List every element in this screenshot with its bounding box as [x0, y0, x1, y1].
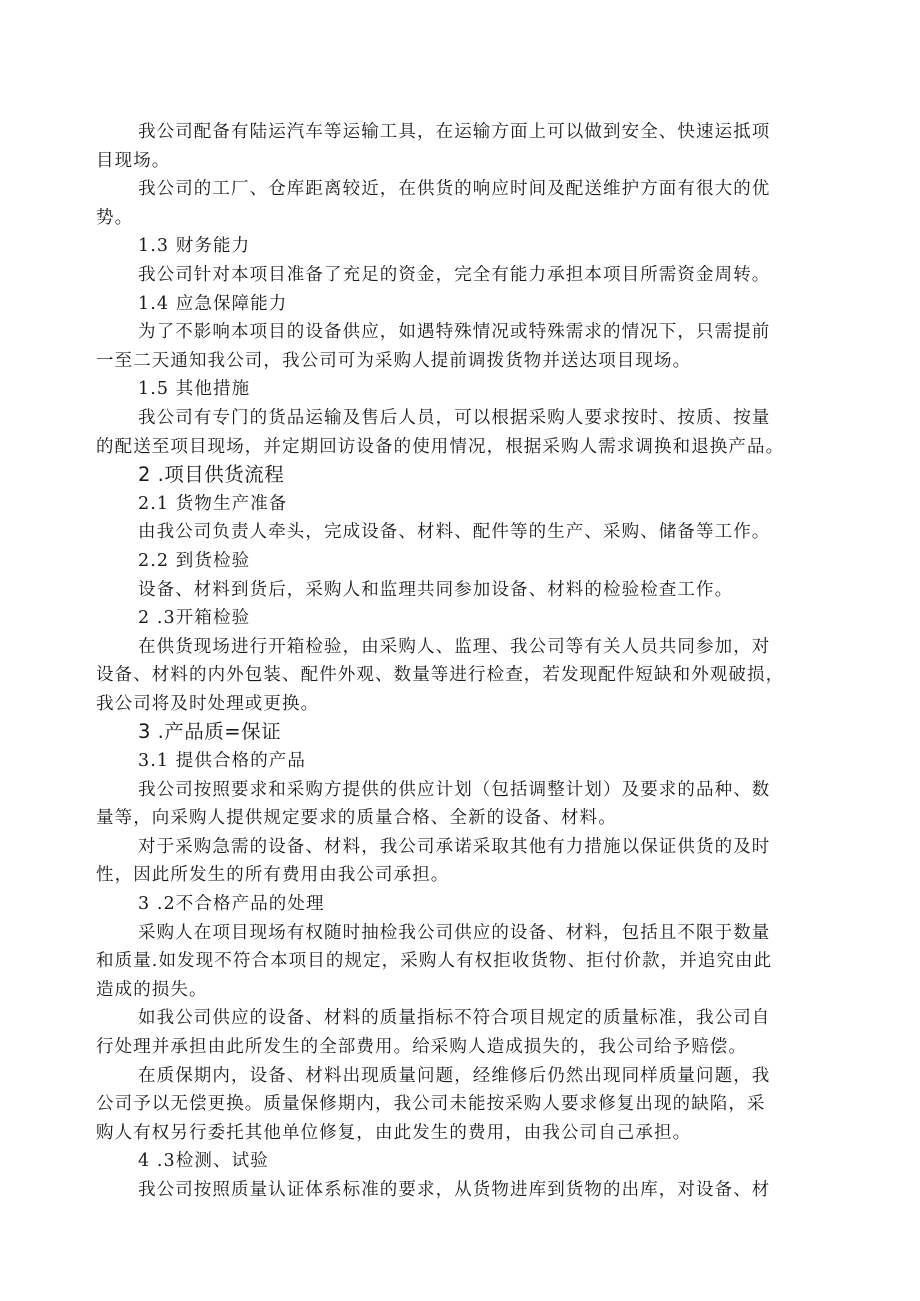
text-line: 设备、材料的内外包装、配件外观、数量等进行检查，若发现配件短缺和外观破损，	[96, 665, 785, 686]
text-line: 势。	[96, 207, 134, 228]
subsection-heading: 2.2 到货检验	[138, 550, 251, 571]
text-line: 行处理并承担由此所发生的全部费用。给采购人造成损失的，我公司给予赔偿。	[96, 1037, 747, 1057]
text-line: 如我公司供应的设备、材料的质量指标不符合项目规定的质量标准，我公司自	[138, 1008, 771, 1029]
subsection-heading: 2.1 货物生产准备	[138, 493, 288, 514]
subsection-heading: 3 .2不合格产品的处理	[138, 894, 325, 915]
text-line: 造成的损失。	[96, 979, 208, 1000]
subsection-heading: 2 .3开箱检验	[138, 608, 251, 629]
text-line: 和质量.如发现不符合本项目的规定，采购人有权拒收货物、拒付价款，并追究由此	[96, 951, 773, 972]
text-line: 设备、材料到货后，采购人和监理共同参加设备、材料的检验检查工作。	[138, 579, 734, 600]
text-line: 购人有权另行委托其他单位修复，由此发生的费用，由我公司自己承担。	[96, 1122, 692, 1143]
text-line: 为了不影响本项目的设备供应，如遇特殊情况或特殊需求的情况下，只需提前	[138, 322, 771, 343]
text-line: 目现场。	[96, 150, 171, 171]
text-line: 性，因此所发生的所有费用由我公司承担。	[96, 865, 450, 886]
section-heading: 2 .项目供货流程	[138, 463, 285, 487]
text-line: 在质保期内，设备、材料出现质量问题，经维修后仍然出现同样质量问题，我	[138, 1065, 771, 1086]
text-line: 我公司按照要求和采购方提供的供应计划（包括调整计划）及要求的品种、数	[138, 779, 771, 800]
text-line: 在供货现场进行开箱检验，由采购人、监理、我公司等有关人员共同参加，对	[138, 636, 771, 657]
document-body	[96, 118, 828, 1205]
section-heading: 3 .产品质=保证	[138, 720, 282, 744]
text-line: 采购人在项目现场有权随时抽检我公司供应的设备、材料，包括且不限于数量	[138, 922, 771, 943]
text-line: 对于采购急需的设备、材料，我公司承诺采取其他有力措施以保证供货的及时	[138, 836, 771, 857]
text-line: 我公司针对本项目准备了充足的资金，完全有能力承担本项目所需资金周转。	[138, 264, 771, 285]
text-line: 一至二天通知我公司，我公司可为采购人提前调拨货物并送达项目现场。	[96, 350, 692, 371]
subsection-heading: 3.1 提供合格的产品	[138, 751, 306, 772]
subsection-heading: 1.4 应急保障能力	[138, 293, 288, 314]
text-line: 由我公司负责人牵头，完成设备、材料、配件等的生产、采购、储备等工作。	[138, 522, 771, 543]
text-line: 我公司有专门的货品运输及售后人员，可以根据采购人要求按时、按质、按量	[138, 407, 771, 428]
subsection-heading: 4 .3检测、试验	[138, 1151, 269, 1172]
text-line: 的配送至项目现场，并定期回访设备的使用情况，根据采购人需求调换和退换产品。	[96, 436, 785, 457]
text-line: 我公司将及时处理或更换。	[96, 693, 320, 714]
text-line: 量等，向采购人提供规定要求的质量合格、全新的设备、材料。	[96, 808, 617, 829]
subsection-heading: 1.3 财务能力	[138, 236, 251, 257]
text-line: 我公司配备有陆运汽车等运输工具，在运输方面上可以做到安全、快速运抵项	[138, 122, 771, 142]
subsection-heading: 1.5 其他措施	[138, 379, 251, 400]
text-line: 我公司按照质量认证体系标准的要求，从货物进库到货物的出库，对设备、材	[138, 1179, 771, 1200]
text-line: 公司予以无偿更换。质量保修期内，我公司未能按采购人要求修复出现的缺陷，采	[96, 1094, 766, 1115]
text-line: 我公司的工厂、仓库距离较近，在供货的响应时间及配送维护方面有很大的优	[138, 179, 771, 200]
